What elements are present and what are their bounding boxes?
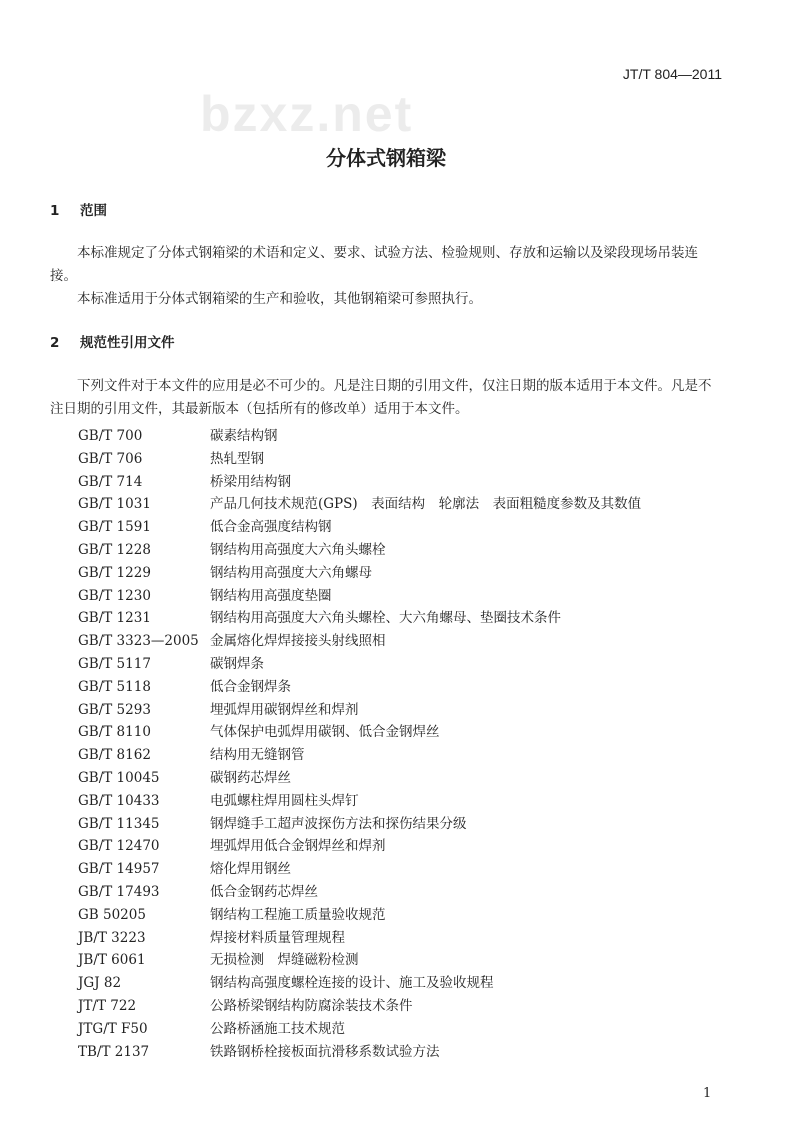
reference-code: GB/T 700 — [78, 428, 143, 444]
reference-code: GB/T 5118 — [78, 678, 151, 695]
reference-code: GB/T 1230 — [78, 587, 151, 604]
reference-code: GB/T 8110 — [78, 724, 151, 741]
reference-title: 金属熔化焊焊接接头射线照相 — [210, 633, 386, 650]
reference-title: 产品几何技术规范(GPS) 表面结构 轮廓法 表面粗糙度参数及其数值 — [210, 496, 642, 513]
reference-title: 无损检测 焊缝磁粉检测 — [210, 952, 359, 969]
paragraph: 下列文件对于本文件的应用是必不可少的。凡是注日期的引用文件，仅注日期的版本适用于本文件。凡是不注日期的引用文件，其最新版本（包括所有的修改单）适用于本文件。 — [50, 378, 712, 417]
reference-title: 气体保护电弧焊用碳钢、低合金钢焊丝 — [210, 724, 440, 741]
reference-row — [78, 744, 722, 767]
section-number: 1 — [50, 203, 60, 219]
reference-code: JB/T 6061 — [78, 952, 146, 969]
reference-code: GB/T 706 — [78, 450, 143, 467]
reference-row — [78, 630, 722, 653]
reference-title: 钢结构工程施工质量验收规范 — [210, 906, 386, 923]
reference-title: 钢结构高强度螺栓连接的设计、施工及验收规程 — [210, 975, 494, 992]
reference-row — [78, 425, 722, 448]
reference-row — [78, 972, 722, 995]
reference-title: 碳钢焊条 — [210, 655, 264, 672]
paragraph: 本标准适用于分体式钢箱梁的生产和验收，其他钢箱梁可参照执行。 — [77, 291, 482, 307]
reference-row — [78, 653, 722, 676]
reference-list — [50, 425, 722, 1063]
reference-row — [78, 721, 722, 744]
reference-row — [78, 1041, 722, 1064]
reference-code: GB/T 3323—2005 — [78, 633, 199, 650]
reference-row — [78, 1018, 722, 1041]
reference-row — [78, 585, 722, 608]
reference-row — [78, 448, 722, 471]
reference-code: TB/T 2137 — [78, 1043, 150, 1060]
reference-title: 低合金钢焊条 — [210, 678, 291, 695]
reference-code: JTG/T F50 — [78, 1020, 148, 1037]
reference-code: GB/T 8162 — [78, 747, 151, 764]
reference-title: 钢焊缝手工超声波探伤方法和探伤结果分级 — [210, 815, 467, 832]
reference-title: 埋弧焊用低合金钢焊丝和焊剂 — [210, 838, 386, 855]
watermark: bzxz.net — [200, 86, 414, 142]
section-title: 范围 — [80, 203, 107, 219]
reference-title: 焊接材料质量管理规程 — [210, 929, 345, 946]
reference-row — [78, 949, 722, 972]
reference-row — [78, 904, 722, 927]
reference-title: 公路桥涵施工技术规范 — [210, 1020, 345, 1037]
reference-title: 公路桥梁钢结构防腐涂装技术条件 — [210, 997, 413, 1014]
reference-row — [78, 995, 722, 1018]
reference-code: GB/T 1231 — [78, 610, 151, 627]
reference-row — [78, 767, 722, 790]
reference-row — [78, 858, 722, 881]
reference-title: 埋弧焊用碳钢焊丝和焊剂 — [210, 701, 359, 718]
reference-title: 碳素结构钢 — [210, 428, 278, 444]
reference-title: 结构用无缝钢管 — [210, 747, 305, 764]
reference-title: 低合金高强度结构钢 — [210, 519, 332, 536]
document-title: 分体式钢箱梁 — [326, 146, 446, 170]
page-number: 1 — [703, 1086, 712, 1101]
reference-code: GB/T 17493 — [78, 883, 160, 900]
section-heading-2 — [50, 333, 722, 353]
reference-code: GB 50205 — [78, 906, 146, 923]
reference-row — [78, 562, 722, 585]
reference-code: JT/T 722 — [78, 997, 137, 1014]
reference-code: JGJ 82 — [78, 975, 122, 992]
reference-row — [78, 699, 722, 722]
standard-code: JT/T 804—2011 — [622, 66, 722, 82]
section-title: 规范性引用文件 — [80, 335, 175, 351]
reference-row — [78, 813, 722, 836]
reference-title: 熔化焊用钢丝 — [210, 861, 291, 878]
reference-code: GB/T 12470 — [78, 838, 160, 855]
reference-code: GB/T 5293 — [78, 701, 151, 718]
reference-title: 电弧螺柱焊用圆柱头焊钉 — [210, 792, 359, 809]
reference-code: GB/T 5117 — [78, 655, 151, 672]
reference-row — [78, 471, 722, 494]
reference-code: GB/T 10433 — [78, 792, 160, 809]
reference-code: GB/T 1229 — [78, 564, 151, 581]
reference-title: 低合金钢药芯焊丝 — [210, 883, 318, 900]
reference-title: 铁路钢桥栓接板面抗滑移系数试验方法 — [210, 1043, 440, 1060]
reference-title: 桥梁用结构钢 — [210, 473, 291, 490]
reference-code: GB/T 14957 — [78, 861, 160, 878]
reference-row — [78, 493, 722, 516]
reference-row — [78, 607, 722, 630]
reference-title: 钢结构用高强度大六角螺母 — [210, 564, 372, 581]
reference-code: GB/T 11345 — [78, 815, 160, 832]
reference-code: GB/T 714 — [78, 473, 143, 490]
reference-title: 碳钢药芯焊丝 — [210, 769, 291, 786]
section-heading-1 — [50, 201, 722, 221]
reference-row — [78, 539, 722, 562]
reference-row — [78, 927, 722, 950]
reference-code: GB/T 1031 — [78, 496, 151, 513]
paragraph: 本标准规定了分体式钢箱梁的术语和定义、要求、试验方法、检验规则、存放和运输以及梁段现场吊装连接。 — [50, 245, 698, 284]
reference-title: 热轧型钢 — [210, 450, 264, 467]
reference-title: 钢结构用高强度大六角头螺栓、大六角螺母、垫圈技术条件 — [210, 610, 561, 627]
reference-row — [78, 881, 722, 904]
reference-title: 钢结构用高强度垫圈 — [210, 587, 332, 604]
section-number: 2 — [50, 335, 60, 351]
reference-code: GB/T 1591 — [78, 519, 151, 536]
reference-row — [78, 835, 722, 858]
reference-code: GB/T 1228 — [78, 541, 151, 558]
reference-row — [78, 516, 722, 539]
reference-code: GB/T 10045 — [78, 769, 160, 786]
reference-row — [78, 790, 722, 813]
reference-title: 钢结构用高强度大六角头螺栓 — [210, 541, 386, 558]
reference-code: JB/T 3223 — [78, 929, 146, 946]
reference-row — [78, 676, 722, 699]
